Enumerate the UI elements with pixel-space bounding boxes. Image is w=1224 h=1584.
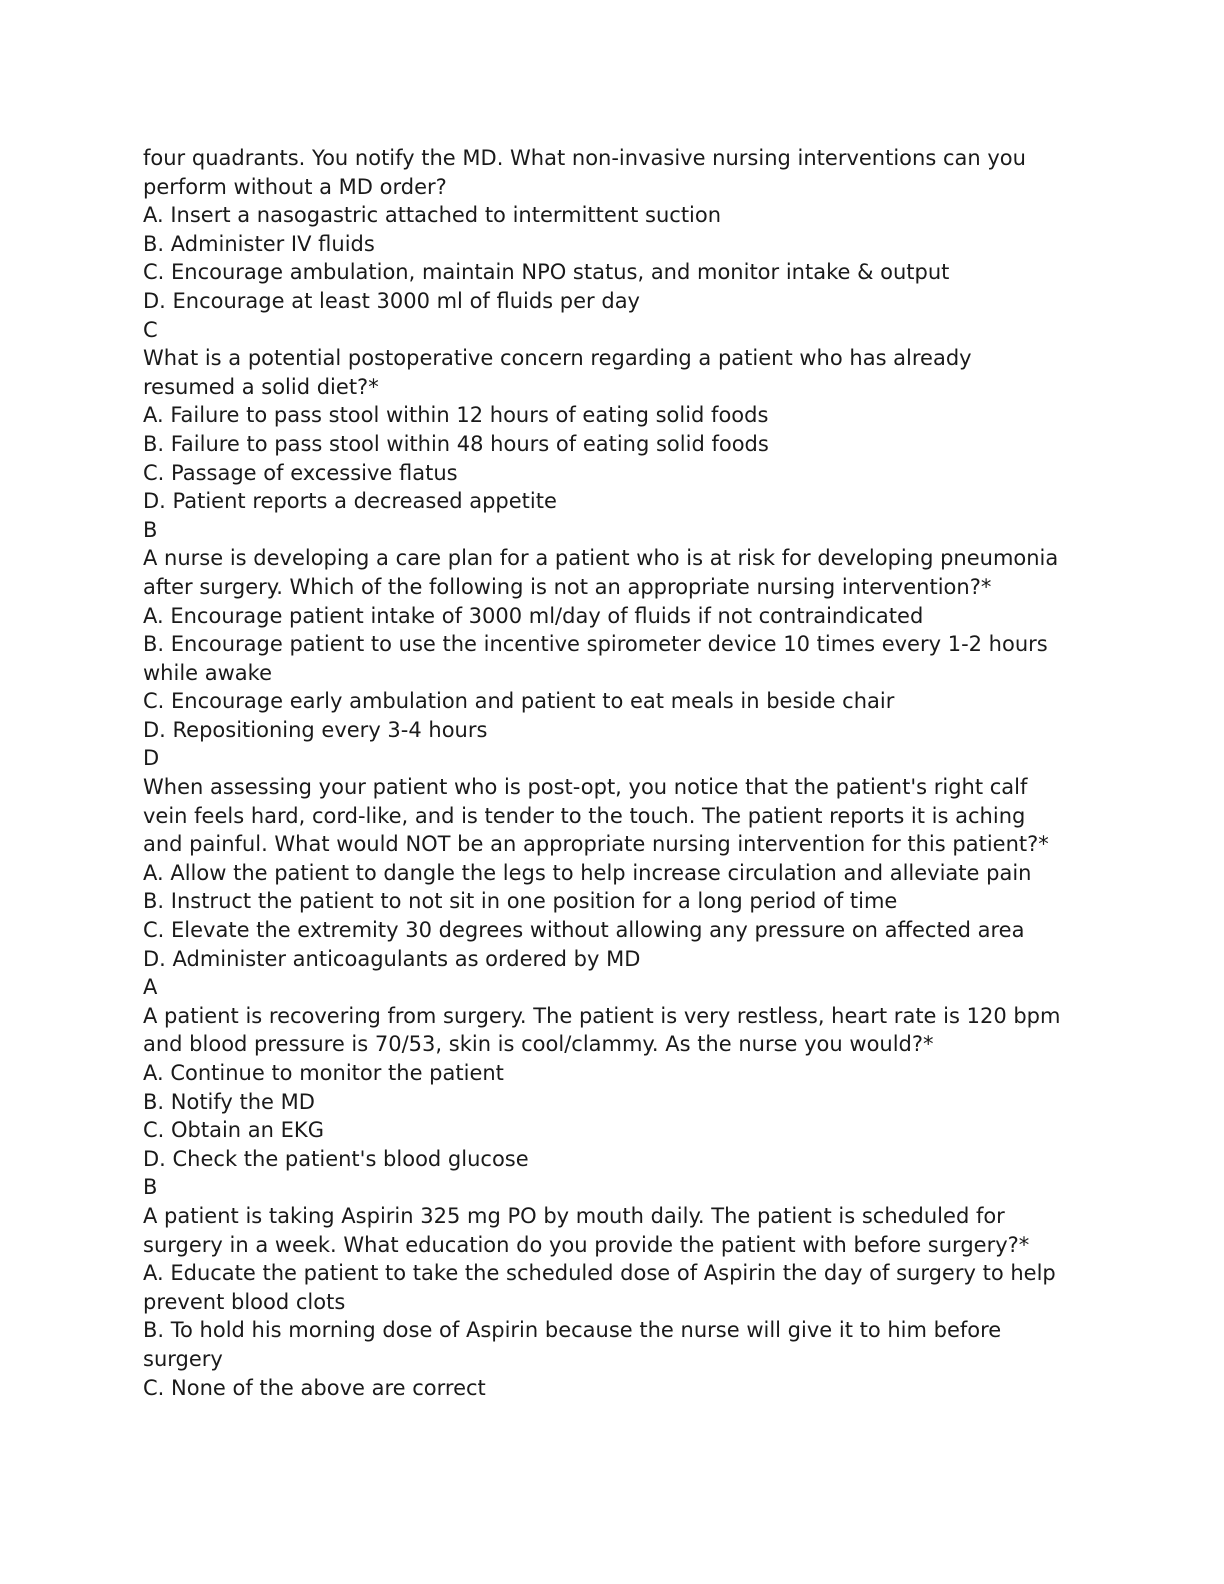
text-line: B. Instruct the patient to not sit in one position for a long period of time <box>143 889 898 914</box>
answer-line: B <box>143 1175 158 1200</box>
text-line: B. Encourage patient to use the incentive spirometer device 10 times every 1-2 hours <box>143 632 1048 657</box>
text-line: C. Obtain an EKG <box>143 1118 324 1143</box>
text-line: A. Allow the patient to dangle the legs to help increase circulation and alleviate pain <box>143 860 1032 885</box>
text-line: A. Continue to monitor the patient <box>143 1061 504 1085</box>
text-line: four quadrants. You notify the MD. What non-invasive nursing interventions can you <box>143 146 1026 170</box>
text-line: C. Passage of excessive flatus <box>143 460 458 485</box>
text-line: B. Administer IV fluids <box>143 231 375 256</box>
text-line: vein feels hard, cord-like, and is tender to the touch. The patient reports it is aching <box>143 803 1026 828</box>
text-line: A. Educate the patient to take the scheduled dose of Aspirin the day of surgery to help <box>143 1261 1056 1286</box>
text-line: C. Encourage ambulation, maintain NPO status, and monitor intake & output <box>143 260 950 285</box>
text-line: D. Patient reports a decreased appetite <box>143 489 557 514</box>
text-line: and blood pressure is 70/53, skin is cool/clammy. As the nurse you would?* <box>143 1032 934 1057</box>
answer-line: B <box>143 517 158 542</box>
answer-line: A <box>143 975 158 1000</box>
text-line: B. Notify the MD <box>143 1089 315 1114</box>
text-line: A patient is taking Aspirin 325 mg PO by mouth daily. The patient is scheduled for <box>143 1203 1005 1228</box>
text-line: D. Encourage at least 3000 ml of fluids per day <box>143 288 640 313</box>
text-line: B. To hold his morning dose of Aspirin because the nurse will give it to him before <box>143 1318 1002 1343</box>
text-line: and painful. What would NOT be an appropriate nursing intervention for this patient?* <box>143 832 1049 857</box>
text-line: C. Encourage early ambulation and patient to eat meals in beside chair <box>143 689 895 714</box>
text-line: after surgery. Which of the following is not an appropriate nursing intervention?* <box>143 574 992 599</box>
answer-line: D <box>143 746 160 771</box>
text-line: What is a potential postoperative concern regarding a patient who has already <box>143 346 972 371</box>
text-line: A. Failure to pass stool within 12 hours of eating solid foods <box>143 403 769 428</box>
text-line: When assessing your patient who is post-opt, you notice that the patient's right calf <box>143 775 1028 800</box>
text-line: C. None of the above are correct <box>143 1375 486 1400</box>
text-line: A. Insert a nasogastric attached to intermittent suction <box>143 203 722 228</box>
text-line: perform without a MD order? <box>143 174 447 199</box>
text-line: resumed a solid diet?* <box>143 374 379 399</box>
text-line: C. Elevate the extremity 30 degrees without allowing any pressure on affected area <box>143 918 1025 943</box>
text-line: prevent blood clots <box>143 1289 346 1314</box>
text-line: D. Repositioning every 3-4 hours <box>143 717 488 742</box>
text-line: A. Encourage patient intake of 3000 ml/day of fluids if not contraindicated <box>143 603 924 628</box>
text-line: while awake <box>143 660 272 685</box>
text-line: surgery <box>143 1346 223 1371</box>
text-line: D. Check the patient's blood glucose <box>143 1146 529 1171</box>
text-line: D. Administer anticoagulants as ordered by MD <box>143 946 641 971</box>
document-text <box>143 144 1083 1402</box>
answer-line: C <box>143 317 158 342</box>
text-line: A patient is recovering from surgery. The patient is very restless, heart rate is 120 bpm <box>143 1003 1061 1028</box>
text-line: A nurse is developing a care plan for a patient who is at risk for developing pneumonia <box>143 546 1059 571</box>
text-line: B. Failure to pass stool within 48 hours of eating solid foods <box>143 431 769 456</box>
text-line: surgery in a week. What education do you provide the patient with before surgery?* <box>143 1232 1030 1257</box>
